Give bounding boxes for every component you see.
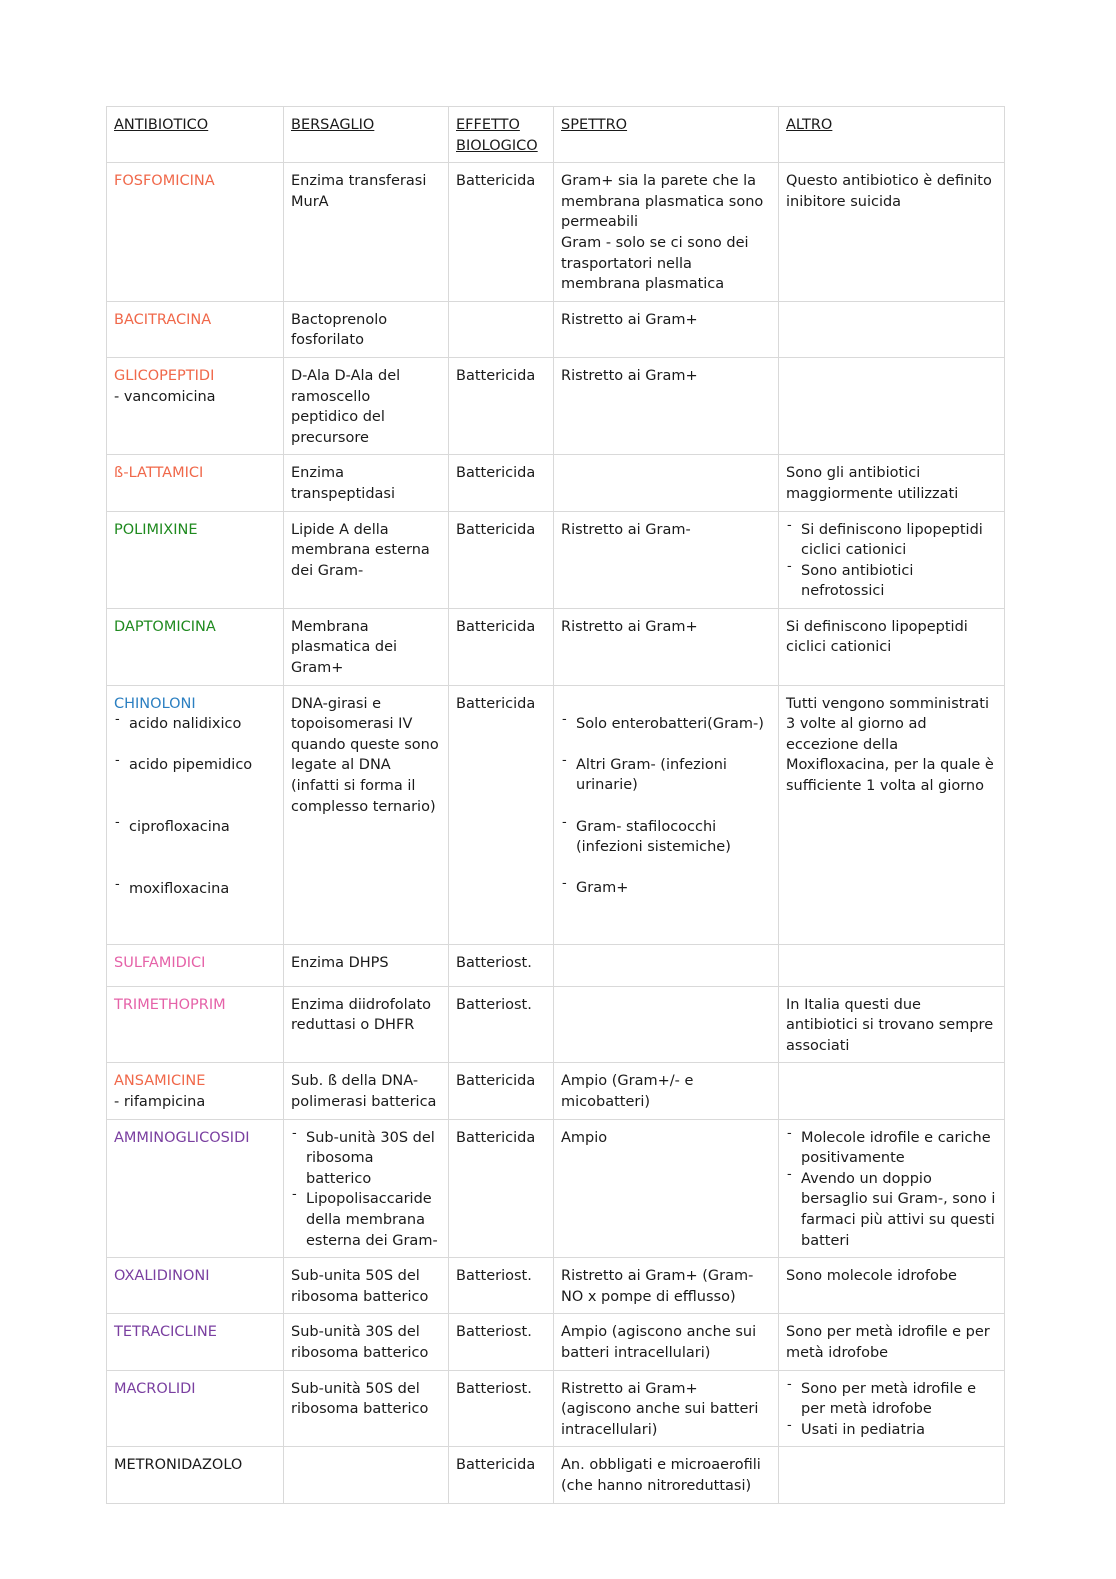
target-cell: Sub. ß della DNA-polimerasi batterica [284,1063,449,1119]
target-cell: Membrana plasmatica dei Gram+ [284,608,449,685]
table-row [107,1063,1005,1119]
target-cell: Sub-unita 50S del ribosoma batterico [284,1258,449,1314]
target-cell: Enzima transpeptidasi [284,455,449,511]
effect-cell: Batteriost. [449,1314,554,1370]
target-cell: Lipide A della membrana esterna dei Gram- [284,511,449,608]
target-cell: Sub-unità 30S del ribosoma batterico [284,1314,449,1370]
spectrum-cell [554,944,779,986]
antibiotic-name: GLICOPEPTIDI [114,367,215,384]
other-cell [779,1063,1005,1119]
target-cell: D-Ala D-Ala del ramoscello peptidico del precursore [284,357,449,454]
list-item: - Usati in pediatria [786,1420,997,1441]
header-bersaglio: BERSAGLIO [284,107,449,163]
antibiotic-name: ß-LATTAMICI [114,465,204,482]
spectrum-list [561,714,771,899]
antibiotic-name: SULFAMIDICI [114,954,206,971]
spectrum-cell: Ristretto ai Gram+ [554,301,779,357]
spectrum-cell [554,163,779,302]
target-cell [284,1447,449,1503]
other-cell [779,1447,1005,1503]
table-row [107,685,1005,944]
antibiotic-name-cell [107,1063,284,1119]
spectrum-cell: Ampio [554,1119,779,1258]
list-item: - Altri Gram- (infezioni urinarie) [561,755,771,796]
spectrum-cell: Ristretto ai Gram+ (Gram-NO x pompe di efflusso) [554,1258,779,1314]
target-cell: Enzima diidrofolato reduttasi o DHFR [284,986,449,1063]
list-item: - Sono antibiotici nefrotossici [786,561,997,602]
effect-cell: Battericida [449,163,554,302]
target-list [291,1128,441,1252]
subitem-list [114,714,276,899]
antibiotic-name-cell [107,163,284,302]
target-cell: Bactoprenolo fosforilato [284,301,449,357]
spectrum-cell [554,455,779,511]
effect-cell: Battericida [449,1119,554,1258]
antibiotic-name: BACITRACINA [114,311,212,328]
antibiotic-name: DAPTOMICINA [114,618,216,635]
list-item: - Sub-unità 30S del ribosoma batterico [291,1128,441,1190]
other-cell: Si definiscono lipopeptidi ciclici cationici [779,608,1005,685]
antibiotic-name-cell [107,1314,284,1370]
spectrum-cell: Ampio (agiscono anche sui batteri intracellulari) [554,1314,779,1370]
other-cell: Sono molecole idrofobe [779,1258,1005,1314]
table-row [107,944,1005,986]
other-list [786,1128,997,1252]
antibiotic-name: METRONIDAZOLO [114,1457,243,1474]
header-effetto: EFFETTO BIOLOGICO [449,107,554,163]
spectrum-line: Gram - solo se ci sono dei trasportatori nella membrana plasmatica [561,234,749,293]
spectrum-cell: Ampio (Gram+/- e micobatteri) [554,1063,779,1119]
spectrum-cell [554,685,779,944]
other-cell: Sono gli antibiotici maggiormente utilizzati [779,455,1005,511]
antibiotic-name: FOSFOMICINA [114,173,215,190]
effect-cell: Battericida [449,1447,554,1503]
list-item: - Avendo un doppio bersaglio sui Gram-, sono i farmaci più attivi su questi batteri [786,1169,997,1251]
effect-cell: Battericida [449,608,554,685]
spectrum-cell [554,986,779,1063]
spectrum-cell: An. obbligati e microaerofili (che hanno nitroreduttasi) [554,1447,779,1503]
list-item: - Si definiscono lipopeptidi ciclici cationici [786,520,997,561]
other-cell [779,511,1005,608]
target-cell: DNA-girasi e topoisomerasi IV quando queste sono legate al DNA (infatti si forma il complesso ternario) [284,685,449,944]
table-row [107,357,1005,454]
other-cell [779,1370,1005,1447]
effect-cell: Batteriost. [449,1258,554,1314]
antibiotic-name: POLIMIXINE [114,521,198,538]
effect-cell [449,301,554,357]
antibiotic-name-cell [107,1370,284,1447]
antibiotic-name: MACROLIDI [114,1380,196,1397]
antibiotic-name: ANSAMICINE [114,1073,206,1090]
list-item: - acido pipemidico [114,755,276,776]
antibiotic-name-cell [107,455,284,511]
list-item: - Molecole idrofile e cariche positivamente [786,1128,997,1169]
antibiotic-subitem: - rifampicina [114,1094,206,1111]
spectrum-line: Gram+ sia la parete che la membrana plasmatica sono permeabili [561,173,764,231]
other-cell: Tutti vengono somministrati 3 volte al giorno ad eccezione della Moxifloxacina, per la quale è sufficiente 1 volta al giorno [779,685,1005,944]
spectrum-cell: Ristretto ai Gram+ [554,357,779,454]
list-item: - Gram+ [561,878,771,899]
table-row [107,1258,1005,1314]
effect-cell: Batteriost. [449,944,554,986]
effect-cell: Batteriost. [449,1370,554,1447]
spectrum-cell: Ristretto ai Gram+ (agiscono anche sui batteri intracellulari) [554,1370,779,1447]
header-antibiotico: ANTIBIOTICO [107,107,284,163]
antibiotic-subitem: - vancomicina [114,388,216,405]
target-cell: Sub-unità 50S del ribosoma batterico [284,1370,449,1447]
target-cell [284,1119,449,1258]
other-cell: Sono per metà idrofile e per metà idrofobe [779,1314,1005,1370]
header-altro: ALTRO [779,107,1005,163]
antibiotic-name-cell [107,944,284,986]
effect-cell: Battericida [449,511,554,608]
spectrum-cell: Ristretto ai Gram- [554,511,779,608]
antibiotic-name-cell [107,1258,284,1314]
other-list [786,1379,997,1441]
list-item: - Gram- stafilococchi (infezioni sistemiche) [561,817,771,858]
other-cell [779,301,1005,357]
list-item: - Solo enterobatteri(Gram-) [561,714,771,735]
antibiotic-name: TRIMETHOPRIM [114,996,226,1013]
effect-cell: Battericida [449,357,554,454]
antibiotic-name: AMMINOGLICOSIDI [114,1129,250,1146]
table-row [107,1370,1005,1447]
other-cell: Questo antibiotico è definito inibitore suicida [779,163,1005,302]
antibiotic-name: CHINOLONI [114,695,196,712]
antibiotic-name-cell [107,1447,284,1503]
other-cell: In Italia questi due antibiotici si trovano sempre associati [779,986,1005,1063]
other-list [786,520,997,602]
antibiotic-name-cell [107,301,284,357]
table-row [107,511,1005,608]
antibiotic-name: TETRACICLINE [114,1324,217,1341]
effect-cell: Batteriost. [449,986,554,1063]
other-cell [779,1119,1005,1258]
effect-cell: Battericida [449,455,554,511]
table-row [107,455,1005,511]
list-item: - Sono per metà idrofile e per metà idrofobe [786,1379,997,1420]
header-row [107,107,1005,163]
antibiotics-table [106,106,1005,1504]
table-row [107,608,1005,685]
spectrum-cell: Ristretto ai Gram+ [554,608,779,685]
table-row [107,301,1005,357]
other-cell [779,357,1005,454]
header-spettro: SPETTRO [554,107,779,163]
list-item: - Lipopolisaccaride della membrana esterna dei Gram- [291,1189,441,1251]
table-row [107,1119,1005,1258]
effect-cell: Battericida [449,685,554,944]
table-row [107,163,1005,302]
antibiotic-name-cell [107,1119,284,1258]
list-item: - moxifloxacina [114,879,276,900]
antibiotic-name-cell [107,608,284,685]
target-cell: Enzima DHPS [284,944,449,986]
list-item: - acido nalidixico [114,714,276,735]
list-item: - ciprofloxacina [114,817,276,838]
antibiotic-name-cell [107,511,284,608]
antibiotic-name-cell [107,357,284,454]
antibiotic-name: OXALIDINONI [114,1268,210,1285]
other-cell [779,944,1005,986]
table-row [107,1314,1005,1370]
table-row [107,986,1005,1063]
antibiotic-name-cell [107,986,284,1063]
target-cell: Enzima transferasi MurA [284,163,449,302]
effect-cell: Battericida [449,1063,554,1119]
antibiotic-name-cell [107,685,284,944]
table-row [107,1447,1005,1503]
